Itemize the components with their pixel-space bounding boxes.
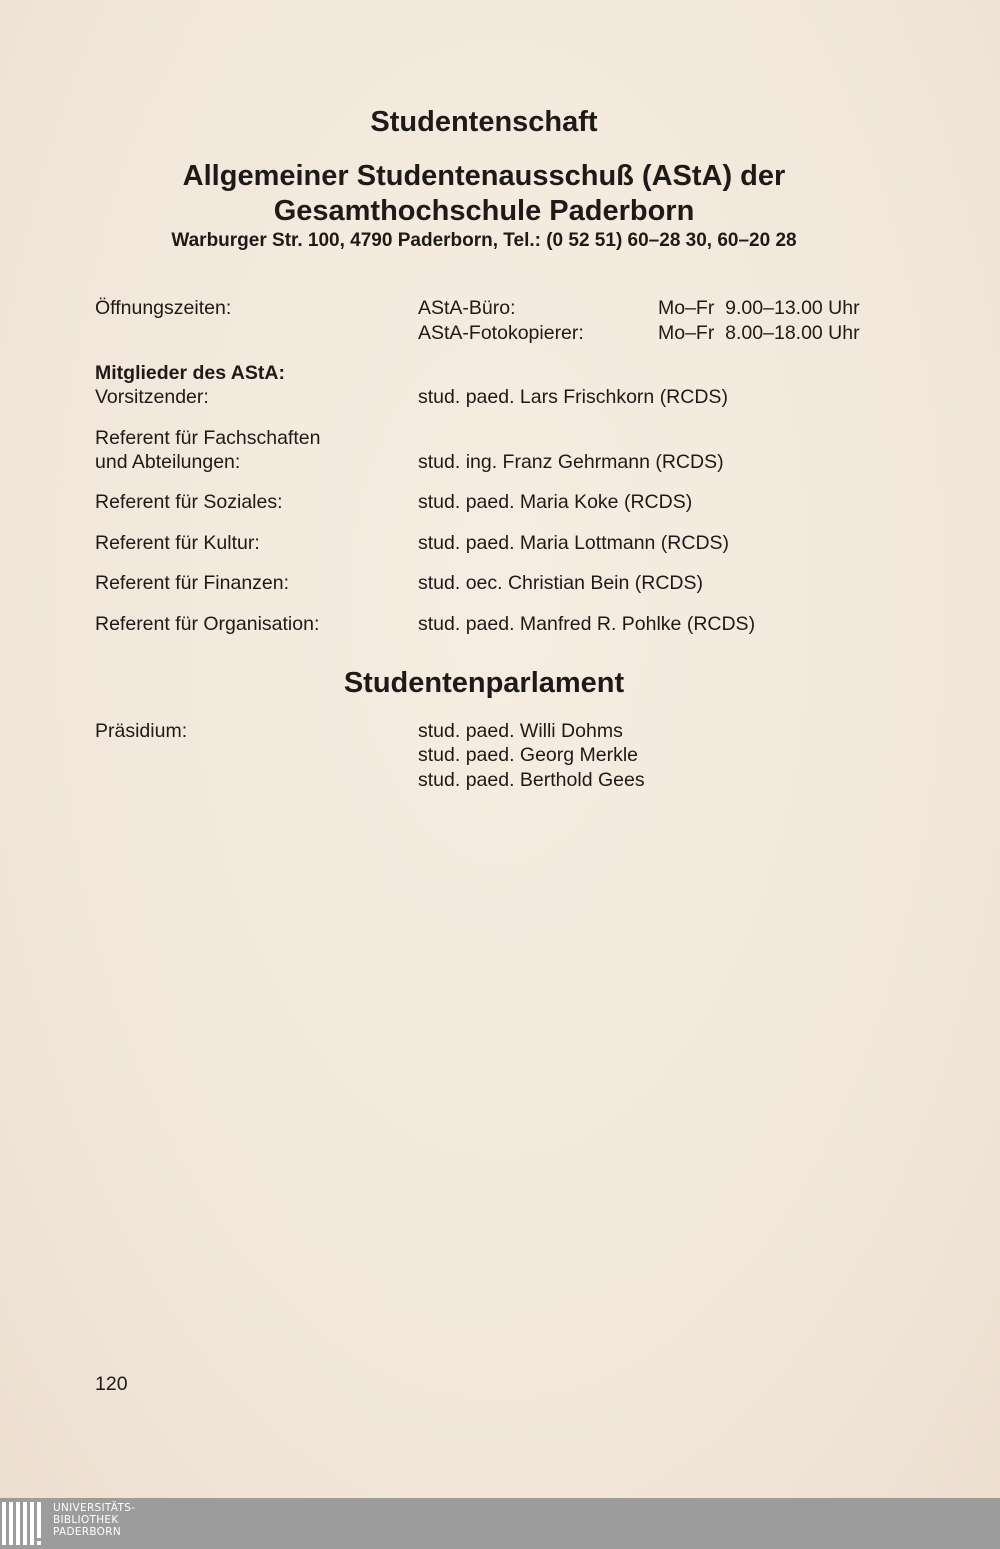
member-role-line1: Referent für Fachschaften — [95, 427, 321, 449]
hours-label: Öffnungszeiten: — [95, 297, 232, 319]
address-line: Warburger Str. 100, 4790 Paderborn, Tel.: (0 52 51) 60–28 30, 60–20 28 — [171, 230, 797, 251]
member-name: stud. paed. Maria Koke (RCDS) — [418, 491, 693, 513]
parliament-member: stud. paed. Georg Merkle — [418, 744, 639, 766]
member-role: Referent für Organisation: — [95, 613, 320, 635]
organization-title — [0, 159, 968, 229]
member-name: stud. oec. Christian Bein (RCDS) — [418, 572, 704, 594]
parliament-label: Präsidium: — [95, 720, 188, 742]
parliament-member: stud. paed. Willi Dohms — [418, 720, 623, 742]
page-title: Studentenschaft — [370, 106, 598, 138]
organization-title-line2: Gesamthochschule Paderborn — [273, 195, 695, 227]
member-name: stud. paed. Lars Frischkorn (RCDS) — [418, 386, 728, 408]
hours-time-2: Mo–Fr 8.00–18.00 Uhr — [658, 322, 860, 344]
library-footer — [0, 1498, 1000, 1549]
member-role: Referent für Kultur: — [95, 532, 260, 554]
logo-line: PADERBORN — [53, 1526, 121, 1538]
member-name: stud. ing. Franz Gehrmann (RCDS) — [418, 451, 724, 473]
member-name: stud. paed. Maria Lottmann (RCDS) — [418, 532, 730, 554]
logo-line: BIBLIOTHEK — [53, 1514, 119, 1526]
hours-time-1: Mo–Fr 9.00–13.00 Uhr — [658, 297, 860, 319]
library-logo-text — [53, 1502, 135, 1538]
logo-line: UNIVERSITÄTS- — [53, 1502, 136, 1514]
hours-place-2: AStA-Fotokopierer: — [418, 322, 584, 344]
hours-place-1: AStA-Büro: — [418, 297, 516, 319]
member-role: Referent für Finanzen: — [95, 572, 290, 594]
member-role: Referent für Soziales: — [95, 491, 283, 513]
organization-title-line1: Allgemeiner Studentenausschuß (AStA) der — [182, 160, 786, 192]
members-heading: Mitglieder des AStA: — [95, 362, 285, 384]
library-logo-icon — [0, 1498, 48, 1549]
parliament-heading: Studentenparlament — [343, 667, 625, 699]
member-name: stud. paed. Manfred R. Pohlke (RCDS) — [418, 613, 756, 635]
parliament-member: stud. paed. Berthold Gees — [418, 769, 645, 791]
page-number: 120 — [95, 1373, 128, 1395]
member-role: und Abteilungen: — [95, 451, 241, 473]
member-role: Vorsitzender: — [95, 386, 209, 408]
